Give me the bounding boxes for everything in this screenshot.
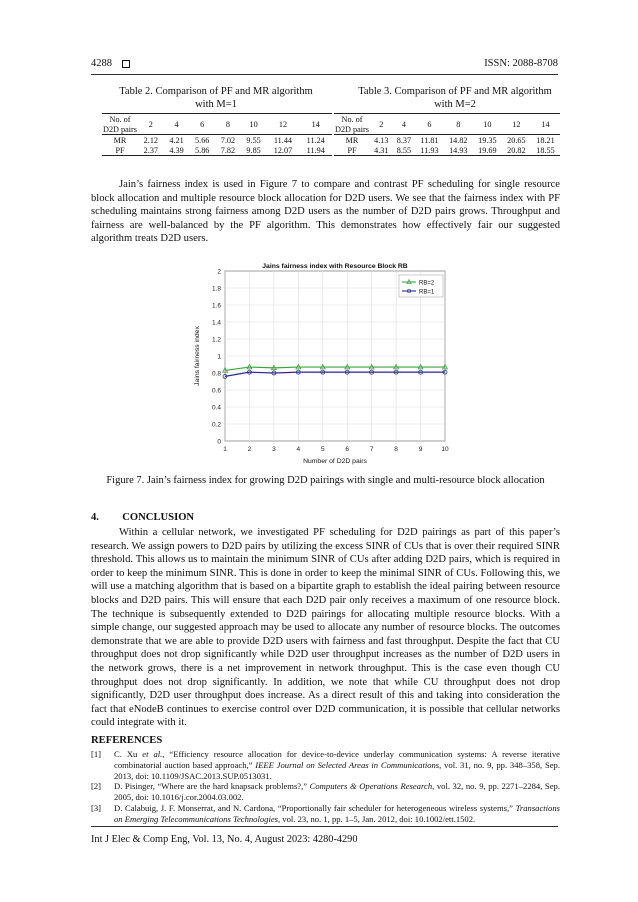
y-tick-label: 1.4 <box>211 319 221 327</box>
table3-caption-line2: with M=2 <box>434 99 476 110</box>
y-tick-label: 0.2 <box>211 421 221 429</box>
y-tick-label: 1.6 <box>211 302 221 310</box>
y-tick-label: 0.8 <box>211 370 221 378</box>
reference-post: , vol. 23, no. 1, pp. 1–5, Jan. 2012, doi: 10.1002/ett.1502. <box>278 813 476 824</box>
reference-pre: C. Xu <box>114 749 143 759</box>
table-cell: 11.44 <box>273 135 293 145</box>
col-header: 8 <box>215 114 241 135</box>
section-heading-conclusion <box>91 512 194 523</box>
reference-journal: IEEE Journal on Selected Areas in Communications <box>255 759 440 770</box>
row-label: MR <box>345 135 359 145</box>
reference-text <box>114 749 560 781</box>
y-tick-label: 0.4 <box>211 404 221 412</box>
y-tick-label: 2 <box>217 268 221 276</box>
col-header: No. of <box>334 114 370 125</box>
table-cell: 11.94 <box>299 145 332 156</box>
col-header: 12 <box>502 114 531 135</box>
table-cell: 20.82 <box>502 145 531 156</box>
table-cell: 4.21 <box>169 135 184 145</box>
table-cell: 14.82 <box>449 135 468 145</box>
y-tick-label: 0 <box>217 438 221 446</box>
reference-text <box>114 781 560 803</box>
table-cell: 11.24 <box>306 135 325 145</box>
reference-post: , vol. 32, no. 9, pp. 2271–2284, Sep. 2005, doi: 10.1016/j.cor.2004.03.002. <box>114 781 560 803</box>
col-header: 10 <box>473 114 502 135</box>
reference-number: [1] <box>91 749 102 759</box>
reference-post: , vol. 31, no. 9, pp. 348–358, Sep. 2013, doi: 10.1109/JSAC.2013.SUP.0513031. <box>114 759 560 781</box>
table-row <box>102 135 332 146</box>
table-cell: 7.82 <box>215 145 241 156</box>
figure-caption: Figure 7. Jain’s fairness index for growing D2D pairings with single and multi-resource block allocation <box>106 475 545 486</box>
col-header: 14 <box>299 114 332 135</box>
col-header: D2D pairs <box>335 124 369 134</box>
col-header: D2D pairs <box>103 124 137 134</box>
table-cell: 4.39 <box>164 145 190 156</box>
table-cell: 11.81 <box>420 135 439 145</box>
table-cell: 19.35 <box>478 135 497 145</box>
reference-number: [3] <box>91 802 102 813</box>
col-header: 4 <box>164 114 190 135</box>
col-header: 14 <box>531 114 560 135</box>
col-header: 8 <box>444 114 473 135</box>
table2-caption-line2: with M=1 <box>195 99 237 110</box>
reference-pre: D. Calabuig, J. F. Monserrat, and N. Cardona, “Proportionally fair scheduler for heterogeneous wireless systems,” <box>114 802 516 813</box>
reference-mid: , “Efficiency resource allocation for device-to-device underlay communication systems: A reverse iterative combinatorial auction based approach,” <box>114 749 560 770</box>
references-heading: REFERENCES <box>91 735 163 746</box>
x-tick-label: 1 <box>223 446 227 453</box>
section-number: 4. <box>91 512 99 523</box>
body-paragraph-fairness: Jain’s fairness index is used in Figure 7 to compare and contrast PF scheduling for single resource block allocation and multiple resource block allocation for D2D users. We see that the fairness index with PF scheduling maintains strong fairness among D2D users as the number of D2D pairs grows. Throughput and fairness are well-balanced by the PF algorithm. This demonstrates how effectively fair our suggested algorithm treats D2D users. <box>91 179 560 245</box>
x-tick-label: 5 <box>320 446 325 453</box>
references-list <box>91 749 560 825</box>
legend-label: RB=1 <box>419 289 435 296</box>
col-header: 2 <box>138 114 164 135</box>
table-cell: 5.66 <box>195 135 210 145</box>
col-header: 2 <box>370 114 393 135</box>
reference-number: [2] <box>91 781 102 792</box>
table-cell: 2.37 <box>138 145 164 156</box>
table-cell: 9.85 <box>241 145 267 156</box>
reference-item <box>91 749 560 781</box>
table-cell: 4.31 <box>370 145 393 156</box>
square-icon <box>122 60 130 68</box>
x-tick-label: 3 <box>272 446 276 453</box>
x-tick-label: 2 <box>247 446 252 453</box>
reference-journal: Computers & Operations Research <box>309 781 433 792</box>
x-axis-label: Number of D2D pairs <box>303 458 367 465</box>
x-tick-label: 4 <box>296 446 301 453</box>
page-header-left <box>91 58 130 69</box>
table-cell: 18.55 <box>531 145 560 156</box>
col-header: 6 <box>415 114 444 135</box>
table2-caption-line1: Table 2. Comparison of PF and MR algorithm <box>119 86 313 97</box>
table-row <box>334 135 560 146</box>
table-cell: 12.07 <box>266 145 299 156</box>
table3-caption-line1: Table 3. Comparison of PF and MR algorithm <box>358 86 552 97</box>
chart-title: Jains fairness index with Resource Block RB <box>262 263 408 270</box>
row-label: PF <box>334 145 370 156</box>
table-cell: 20.65 <box>507 135 526 145</box>
table-cell: 8.37 <box>396 135 412 145</box>
x-tick-label: 6 <box>345 446 350 453</box>
reference-item <box>91 803 560 825</box>
table-row <box>334 145 560 156</box>
table-cell: 18.21 <box>536 135 555 145</box>
y-tick-label: 1 <box>217 353 221 361</box>
footer-citation: Int J Elec & Comp Eng, Vol. 13, No. 4, August 2023: 4280-4290 <box>91 834 358 845</box>
x-tick-label: 10 <box>441 446 449 453</box>
col-header: 4 <box>393 114 416 135</box>
table-cell: 19.69 <box>473 145 502 156</box>
table-cell: 2.12 <box>143 135 158 145</box>
reference-text <box>114 803 560 825</box>
table3 <box>334 113 560 156</box>
y-axis-label: Jains fairness index <box>194 326 201 386</box>
section-title: CONCLUSION <box>122 512 195 523</box>
table3-caption <box>330 85 580 111</box>
reference-item <box>91 781 560 803</box>
header-rule <box>91 74 558 75</box>
table2 <box>102 113 332 156</box>
table-cell: 9.55 <box>246 135 261 145</box>
row-label: PF <box>102 145 138 156</box>
y-tick-label: 0.6 <box>211 387 221 395</box>
table-cell: 4.13 <box>374 135 389 145</box>
table-cell: 11.93 <box>415 145 444 156</box>
col-header: 12 <box>266 114 299 135</box>
table-row <box>102 145 332 156</box>
y-tick-label: 1.2 <box>211 336 221 344</box>
y-tick-label: 1.8 <box>211 285 221 293</box>
page-number: 4288 <box>91 58 112 69</box>
footer-rule <box>91 826 558 827</box>
col-header: No. of <box>102 114 138 125</box>
table-cell: 14.93 <box>444 145 473 156</box>
reference-pre: D. Pisinger, “Where are the hard knapsack problems?,” <box>114 781 310 792</box>
fairness-chart <box>180 256 460 466</box>
conclusion-paragraph: Within a cellular network, we investigated PF scheduling for D2D pairings as part of this paper’s research. We assign powers to D2D pairs by utilizing the excess SINR of CUs that is over their required SINR threshold. This allows us to maintain the minimum SINR of CUs after adding D2D pairs, which is required in order to keep the minimum SINR. This is done in order to keep the minimal SINR of CUs. Following this, we will use a matching algorithm that is based on a bipartite graph to establish the ideal pairing between resource blocks and D2D pairs. This will ensure that each D2D pair only receives a maximum of one resource block. The technique is subsequently extended to D2D pairings for allocating multiple resource blocks. With a simple change, our suggested approach may be used to allocate any number of resource blocks. The outcomes demonstrate that we are able to provide D2D users with fairness and fast throughput. Despite the fact that CU throughput does not drop significantly while D2D user throughput increases as the number of D2D users in the network grows, there is a net improvement in network throughput. This is the case even though CU throughput does not drop significantly. In addition, we note that while CU throughput does not drop significantly, D2D user throughput does increase. As a direct result of this and taking into consideration the fact that eNodeB continues to exercise control over D2D communication, it is possible that cellular networks could integrate with it. <box>91 527 560 729</box>
table-cell: 8.55 <box>393 145 416 156</box>
row-label: MR <box>113 135 127 145</box>
table-cell: 5.86 <box>189 145 215 156</box>
x-tick-label: 8 <box>394 446 398 453</box>
legend-label: RB=2 <box>419 280 435 287</box>
col-header: 10 <box>241 114 267 135</box>
table-cell: 7.02 <box>220 135 236 145</box>
x-tick-label: 7 <box>369 446 374 453</box>
reference-journal: Transactions on Emerging Telecommunications Technologies <box>114 802 560 824</box>
reference-etal: et al. <box>142 749 163 759</box>
table2-caption <box>91 85 341 111</box>
x-tick-label: 9 <box>418 446 423 453</box>
issn-label: ISSN: 2088-8708 <box>484 58 558 69</box>
col-header: 6 <box>189 114 215 135</box>
